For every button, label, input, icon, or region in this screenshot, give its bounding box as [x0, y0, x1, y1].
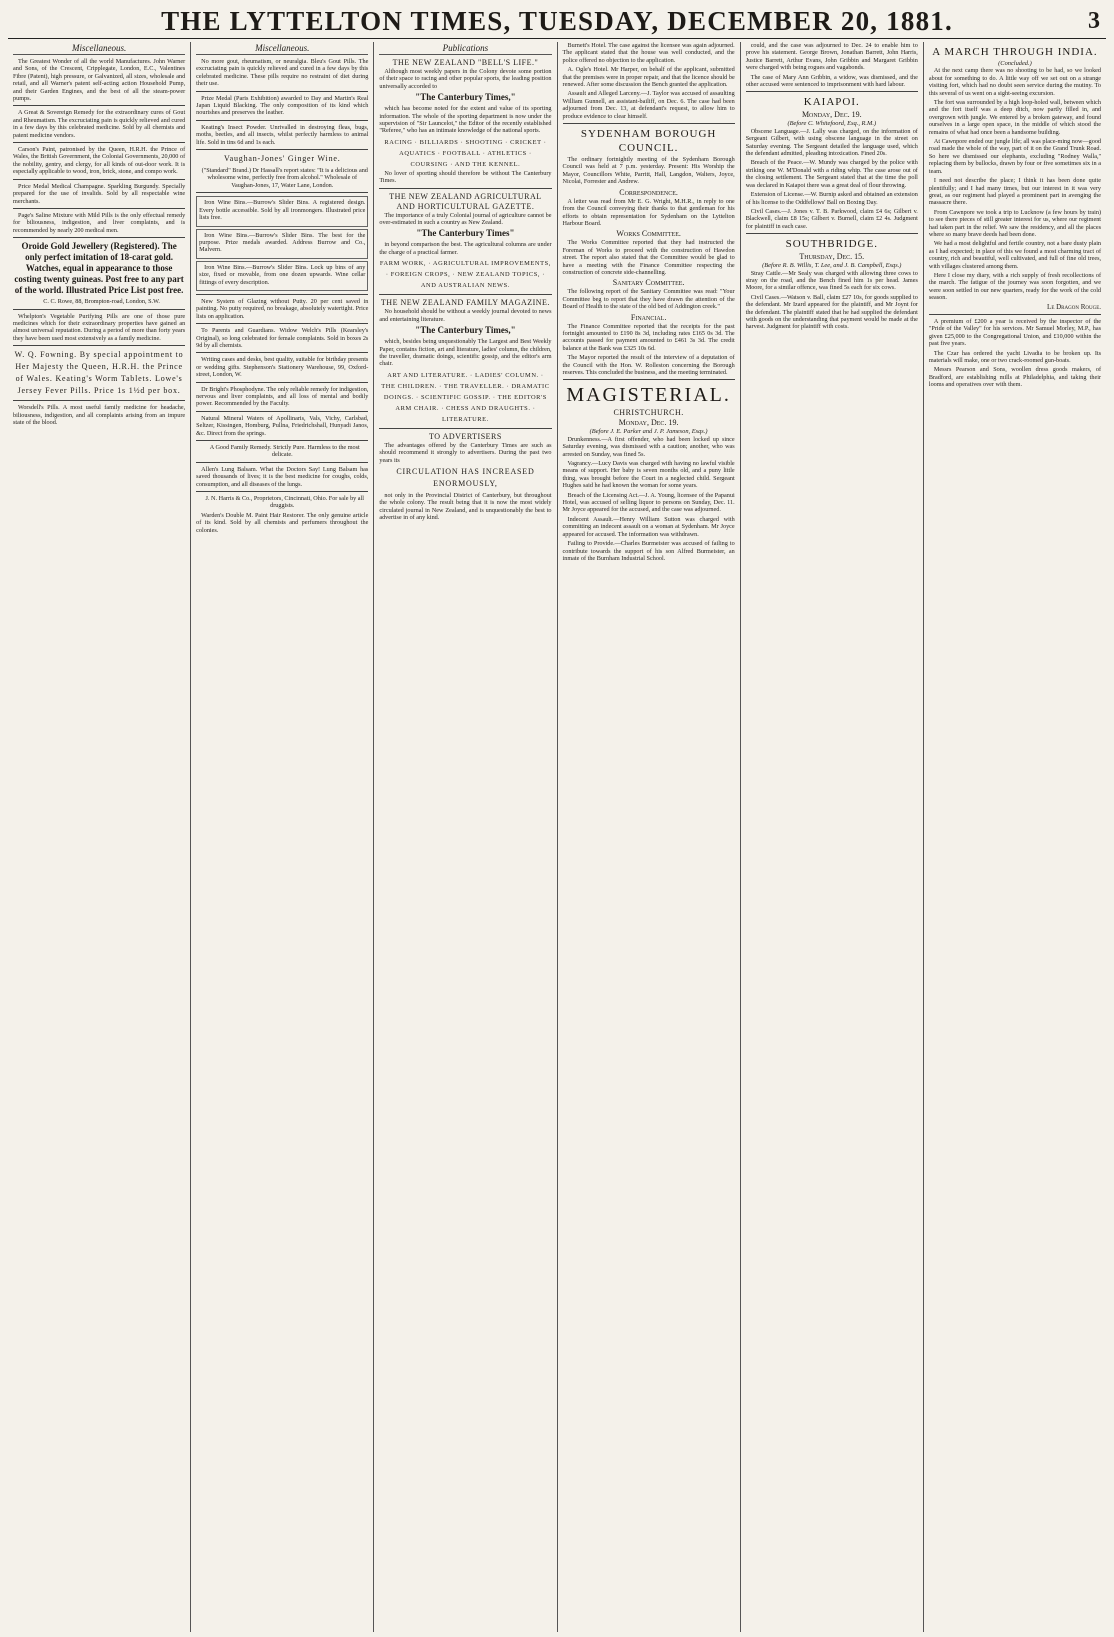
article-text: The following report of the Sanitary Committee was read: "Your Committee beg to report that they have drawn the attention of the Board of Health to the state of the old bed of Addington creek."	[562, 288, 735, 311]
bench-note: (Before R. B. Willis, T. Lee, and J. B. Campbell, Esqs.)	[762, 262, 902, 270]
article-text: At the next camp there was no shooting to be had, so we looked about for something to do. A little way off we set out on a strange visiting fort, which had no doubt seen service during the mutiny. To this several of us went on a sight-seeing excursion.	[928, 67, 1102, 97]
publication-text: which, besides being unquestionably The Largest and Best Weekly Paper, contains fiction, art and literature, ladies' column, the children, the traveller, dramatic doings, scientific gossip, and the editor's arm chair.	[379, 338, 552, 368]
article-text: Breach of the Licensing Act.—J. A. Young, licensee of the Papanui Hotel, was accused of selling liquor to persons on Sunday, Dec. 11. Mr Joyce appeared for the accused, and the case was adjourned.	[562, 491, 735, 514]
article-text: The ordinary fortnightly meeting of the Sydenham Borough Council was held at 7 p.m. yesterday. Present: His Worship the Mayor, Councillors White, Parritt, Hall, Langdon, Walters, Joyce, Nicolai, Forrester and Andrew.	[562, 156, 735, 186]
circulation-banner: CIRCULATION HAS INCREASED ENORMOUSLY,	[396, 466, 535, 488]
publication-text: Although most weekly papers in the Colony devote some portion of their space to racing and other popular sports, the leading position universally accorded to	[379, 68, 552, 90]
column-news-2	[741, 42, 924, 1632]
article-text: Breach of the Peace.—W. Mundy was charged by the police with striking one W. M'Donald with a riding whip. The case arose out of the closing settlement. The Sergeant stated that at the time the poll was declared in Kaiapoi there was a great deal of flour throwing.	[745, 159, 918, 189]
divider	[196, 91, 368, 92]
divider	[196, 149, 368, 150]
divider	[929, 314, 1101, 315]
publication-text: The importance of a truly Colonial journal of agriculture cannot be over-estimated in such a country as New Zealand.	[379, 211, 552, 227]
divider	[196, 192, 368, 193]
advertisement-box	[196, 196, 368, 226]
column-miscellaneous-2	[191, 42, 374, 1632]
column-publications	[374, 42, 557, 1632]
article-text: Failing to Provide.—Charles Burmeister was accused of failing to contribute towards the support of his son Alfred Burmeister, an inmate of the Burnham Industrial School.	[562, 540, 735, 562]
divider	[196, 462, 368, 463]
divider	[196, 323, 368, 324]
article-text: Obscene Language.—J. Lally was charged, on the information of Sergeant Gilbert, with using obscene language in the street on Saturday evening. The Sergeant detailed the language used, which the defendant admitted, pleading intoxication. Fined 20s.	[745, 127, 918, 158]
publication-text: No lover of sporting should therefore be without The Canterbury Times.	[379, 169, 552, 185]
article-text: The case of Mary Ann Gribbin, a widow, was dismissed, and the other accused were sentenced to imprisonment with hard labour.	[745, 73, 918, 89]
topics-list: ART AND LITERATURE. · LADIES' COLUMN. · THE CHILDREN. · THE TRAVELLER. · DRAMATIC DOINGS. · SCIENTIFIC GOSSIP. · THE EDITOR'S ARM CHAIR. · CHESS AND DRAUGHTS. · LITERATURE.	[381, 371, 550, 423]
advertisement-headline: W. Q. Fowning. By special appointment to Her Majesty the Queen, H.R.H. the Prince of Wales. Keating's Worm Tablets. Lowe's Jersey Fever Pills. Price 1s 1½d per box.	[14, 350, 184, 396]
article-text: Vagrancy.—Lucy Davis was charged with having no lawful visible means of support. Her baby is seven months old, and a puny little thing, was brought before the Court in a neglected child. Sergeant Hughes said he had known the woman for some years.	[562, 460, 735, 490]
advertisement-headline: Vaughan-Jones' Ginger Wine.	[223, 154, 341, 164]
advertisement-address: C. C. Rowe, 88, Brompton-road, London, S.W.	[43, 298, 160, 306]
advertisement: To Parents and Guardians. Widow Welch's Pills (Kearsley's Original), so long celebrated for female complaints. Sold in boxes 2s 9d by all chemists.	[196, 327, 369, 349]
section-heading: SOUTHBRIDGE.	[785, 238, 878, 251]
publication-text: No household should be without a weekly journal devoted to news and entertaining literature.	[379, 308, 552, 323]
article-text: A premium of £200 a year is received by the inspector of the "Pride of the Valley" for his services. Mr Samuel Morley, M.P., has given £25,000 to the Congregational Union, and £10,000 within the past five years.	[928, 318, 1102, 348]
publication-text: in beyond comparison the best. The agricultural columns are under the charge of a practical farmer.	[379, 241, 552, 256]
article-text: The Works Committee reported that they had instructed the Foreman of Works to proceed with the construction of Hawdon street. The report also stated that the Committee would be glad to have a meeting with the Finance Committee respecting the construction of concrete side-channelling.	[562, 239, 735, 276]
session-date: Monday, Dec. 19.	[801, 110, 862, 120]
article-text: Here I close my diary, with a rich supply of fresh recollections of the march. The fatigue of the journey was soon forgotten, and we were soon settled in our new quarters, ready for the work of the cold season.	[928, 271, 1102, 302]
divider	[196, 120, 368, 121]
subsection-heading: Correspondence.	[619, 187, 678, 197]
page-number: 3	[1088, 8, 1100, 34]
advertisement: Prize Medal (Paris Exhibition) awarded to Day and Martin's Real Japan Liquid Blacking. The only composition of its kind which nourishes and preserves the leather.	[196, 94, 369, 117]
divider	[13, 105, 185, 106]
bench-note: (Before J. E. Parker and J. P. Jameson, Esqs.)	[589, 428, 708, 436]
publication-text: The advantages offered by the Canterbury Times are such as should recommend it strongly to advertisers. During the past two years its	[379, 441, 552, 464]
advertisement: Writing cases and desks, best quality, suitable for birthday presents or wedding gifts. Stephenson's Stationery Warehouse, 99, Oxford-street, London, W.	[196, 356, 369, 379]
divider	[379, 428, 551, 429]
advertisement: Worsdell's Pills. A most useful family medicine for headache, biliousness, indigestion, and all complaints arising from an impure state of the blood.	[13, 404, 186, 426]
article-text: Burnett's Hotel. The case against the licensee was again adjourned. The applicant stated that the house was well conducted, and the police offered no objection to the application.	[562, 42, 735, 64]
advertisement-box	[196, 229, 368, 259]
column-miscellaneous-1	[8, 42, 191, 1632]
article-text: At Cawnpore ended our jungle life; all was place-ming now—good road made the whole of the way, part of it on the Grand Trunk Road. So here we dismissed our elephants, excluding "Rodney Walla," replacing them by bullocks, drawn by four or five sometimes six in a team.	[928, 138, 1102, 175]
divider	[379, 188, 551, 189]
subsection-heading: Works Committee.	[616, 229, 681, 239]
column-heading: Publications	[379, 42, 551, 55]
sports-list: RACING · BILLIARDS · SHOOTING · CRICKET · AQUATICS · FOOTBALL · ATHLETICS · COURSING · AND THE KENNEL.	[384, 138, 547, 168]
advertisement: Natural Mineral Waters of Apollinaris, Vals, Vichy, Carlsbad, Seltzer, Kissingen, Homburg, Pullna, Friedrichshall, Hunyadi Janos, &c. Direct from the springs.	[196, 414, 369, 437]
divider	[196, 382, 368, 383]
bench-note: (Before C. Whitefoord, Esq., R.M.)	[787, 120, 877, 128]
column-container	[8, 42, 1106, 1632]
article-text: Messrs Pearson and Sons, woollen dress goods makers, of Bradford, are establishing mills at Philadelphia, and taking their looms and operatives over with them.	[928, 366, 1102, 389]
advertisement: Iron Wine Bins.—Burrow's Slider Bins. The best for the purpose. Prize medals awarded. Address Burrow and Co., Malvern.	[199, 231, 366, 254]
subsection-heading: Financial.	[630, 312, 667, 322]
advertisement: Dr Bright's Phosphodyne. The only reliable remedy for indigestion, nervous and liver complaints, and all loss of mental and bodily power. Recommended by the Faculty.	[196, 385, 369, 408]
subsection-heading: CHRISTCHURCH.	[613, 408, 684, 418]
section-heading: KAIAPOI.	[803, 96, 860, 109]
publication-title: TO ADVERTISERS	[429, 431, 502, 441]
divider	[196, 352, 368, 353]
article-text: We had a most delightful and fertile country, not a bare dusty plain as I had expected; in place of this we found a most charming tract of country, rich and beautiful, well cultivated, and full of fine old trees, with villages clustered among them.	[928, 240, 1102, 270]
column-heading: Miscellaneous.	[196, 42, 368, 55]
advertisement: Warden's Double M. Paint Hair Restorer. The only genuine article of its kind. Sold by all chemists and perfumers throughout the colonies.	[196, 511, 369, 534]
publication-title: THE NEW ZEALAND FAMILY MAGAZINE.	[380, 298, 550, 308]
column-heading: Miscellaneous.	[13, 42, 185, 55]
divider	[379, 294, 551, 295]
advertisement: New System of Glazing without Putty. 20 per cent saved in painting. No putty required, no breakage, absolutely watertight. Price lists on application.	[196, 297, 369, 320]
article-text: Civil Cases.—Watson v. Ball, claim £27 10s, for goods supplied to the defendant. Mr Izard appeared for the plaintiff, and Mr Joynt for the defendant. The plaintiff stated that he had supplied the defendant with goods on the understanding that payment would be made at the harvest. Judgment for plaintiff with costs.	[745, 293, 918, 331]
advertisement-address: J. N. Harris & Co., Proprietors, Cincinnati, Ohio. For sale by all druggists.	[205, 495, 364, 510]
article-text: The fort was surrounded by a high loop-holed wall, between which and the fort itself was a deep ditch, now partly filled in, and overgrown with jungle. We entered by a broken gateway, and found ourselves in a large open space, in the middle of which stood the remains of what had once been a handsome building.	[928, 99, 1102, 136]
publication-name: "The Canterbury Times,"	[415, 92, 516, 103]
divider	[13, 345, 185, 346]
column-news-1	[558, 42, 741, 1632]
session-date: Monday, Dec. 19.	[618, 418, 679, 428]
publication-text: not only in the Provincial District of Canterbury, but throughout the whole colony. The result being that it is now the most widely circulated journal in New Zealand, and is unquestionably the best to advertise in of any kind.	[379, 491, 552, 522]
advertisement: No more gout, rheumatism, or neuralgia. Bleu's Gout Pills. The excruciating pain is quickly relieved and cured in a few days by this celebrated medicine. These pills require no restraint of diet during their use.	[196, 58, 369, 88]
publication-text: which has become noted for the extent and value of its sporting information. The whole of the sporting department is now under the supervision of "Sir Launcelot," the Editor of the recently established "Referee," who has an intimate knowledge of the national sports.	[379, 105, 552, 135]
publication-name: "The Canterbury Times,"	[415, 325, 516, 336]
article-text: Stray Cattle.—Mr Sealy was charged with allowing three cows to stray on the road, and the Bench fined him 1s per head. James Moore, for a similar offence, was fined 5s each for six cows.	[745, 269, 918, 292]
divider	[13, 208, 185, 209]
article-text: From Cawnpore we took a trip to Lucknow (a few hours by train) to see there pieces of still greater interest for us, where our regiment had taken part in the relief. We saw the residency, and all the places where so many brave deeds had been done.	[928, 208, 1102, 238]
advertisement-box	[196, 261, 368, 291]
article-text: A. Ogle's Hotel. Mr Harper, on behalf of the applicant, submitted that the premises were in proper repair, and that the licence should be renewed. After some discussion the Bench granted the application.	[562, 66, 735, 89]
newspaper-title: THE LYTTELTON TIMES, TUESDAY, DECEMBER 20, 1881.	[161, 5, 953, 36]
divider	[196, 294, 368, 295]
article-text: Indecent Assault.—Henry William Sutton was charged with committing an indecent assault on a woman at Sydenham. Mr Joyce appeared for accused. The information was withdrawn.	[562, 515, 735, 538]
column-news-3	[924, 42, 1106, 1632]
session-date: Thursday, Dec. 15.	[799, 252, 865, 262]
divider	[13, 142, 185, 143]
advertisement: Iron Wine Bins.—Burrow's Slider Bins. A registered design. Every bottle accessible. Sold by all ironmongers. Illustrated price lists free.	[199, 199, 366, 222]
article-text: I need not describe the place; I think it has been done quite plentifully; and I had many times, but our interest in it was very great, as our regiment had played a prominent part in avenging the massacre there.	[928, 177, 1102, 207]
article-heading: A MARCH THROUGH INDIA.	[932, 46, 1098, 58]
subsection-heading: Sanitary Committee.	[612, 278, 685, 288]
section-heading: SYDENHAM BOROUGH COUNCIL.	[580, 128, 717, 155]
article-text: The Mayor reported the result of the interview of a deputation of the Council with the Hon. W. Rolleston concerning the Borough reserves. This concluded the business, and the meeting terminated.	[562, 354, 735, 376]
advertisement: A Great & Sovereign Remedy for the extraordinary cures of Gout and Rheumatism. The excruciating pain is quickly relieved and cured in a few days by this celebrated medicine. Sold by all chemists and patent medicine vendors.	[13, 109, 186, 139]
advertisement: Keating's Insect Powder. Unrivalled in destroying fleas, bugs, moths, beetles, and all insects, whilst perfectly harmless to animal life. Sold in tins 6d and 1s each.	[196, 123, 369, 146]
advertisement: Price Medal Medical Champagne. Sparkling Burgundy. Specially prepared for the use of invalids. Sold by all respectable wine merchants.	[13, 182, 186, 205]
topics-list: FARM WORK, · AGRICULTURAL IMPROVEMENTS, · FOREIGN CROPS, · NEW ZEALAND TOPICS, · AND AUSTRALIAN NEWS.	[379, 260, 551, 290]
masthead	[8, 4, 1106, 39]
article-text: A letter was read from Mr E. G. Wright, M.H.R., in reply to one from the Council conveying their thanks to that gentleman for his efforts to obtain representation for Sydenham on the Lyttelton Harbour Board.	[562, 197, 735, 227]
divider	[13, 237, 185, 238]
publication-title: THE NEW ZEALAND "BELL'S LIFE."	[392, 58, 539, 67]
advertisement: Carson's Paint, patronised by the Queen, H.R.H. the Prince of Wales, the British Government, the Colonial Governments, 20,000 of the nobility, gentry, and clergy, for all kinds of out-door work. It is especially applicable to wood, iron, brick, stone, and compo work.	[13, 146, 186, 176]
article-signature: Le Dragon Rouge.	[1047, 302, 1102, 311]
publication-title: THE NEW ZEALAND AGRICULTURAL AND HORTICULTURAL GAZETTE.	[389, 191, 542, 211]
divider	[563, 123, 735, 124]
divider	[13, 400, 185, 401]
advertisement: ("Standard" Brand.) Dr Hassall's report states: "It is a delicious and wholesome wine, perfectly free from alcohol." Wholesale of Vaughan-Jones, 17, Water Lane, London.	[201, 167, 368, 189]
publication-name: "The Canterbury Times"	[416, 228, 515, 239]
article-text: Assault and Alleged Larceny.—J. Taylor was accused of assaulting William Gunnell, an assistant-bailiff, on Dec. 6. The case had been adjourned from Dec. 13, at defendant's request, to allow him to produce evidence to clear himself.	[562, 90, 735, 120]
divider	[746, 91, 918, 92]
divider	[196, 491, 368, 492]
advertisement: A Good Family Remedy. Strictly Pure. Harmless to the most delicate.	[209, 444, 360, 459]
article-text: Drunkenness.—A first offender, who had been locked up since Saturday evening, was dismissed with a caution; another, who was arrested on Sunday, was fined 5s.	[562, 435, 735, 458]
article-subheading: (Concluded.)	[998, 60, 1032, 67]
advertisement: Whelpton's Vegetable Purifying Pills are one of those pure medicines which for their extraordinary properties have gained an almost universal reputation. During a period of more than forty years they have been used most extensively as a family medicine.	[13, 312, 186, 342]
divider	[13, 179, 185, 180]
advertisement: Allen's Lung Balsam. What the Doctors Say! Lung Balsam has saved thousands of lives; it is the best medicine for coughs, colds, consumption, and all diseases of the lungs.	[196, 465, 369, 488]
advertisement: The Greatest Wonder of all the world Manufactures. John Warner and Sons, of the Crescent, Cripplegate, London, E.C., Valentines Fibre (Patent), high pressure, or Galvanized, all sizes, wholesale and retail, and all Warner's patent self-acting action Household Pump, and their Garden Engines, and the best of all the steam-power pumps.	[13, 58, 186, 103]
article-text: The Finance Committee reported that the receipts for the past fortnight amounted to £190 8s 3d, including rates £165 0s 3d. The accounts passed for payment amounted to £461 3s 3d. The credit balance at the Bank was £325 10s 6d.	[562, 322, 735, 352]
article-text: Civil Cases.—J. Jones v. T. B. Parkwood, claim £4 6s; Gilbert v. Blackwell, claim £8 15s; Gilbert v. Burnell, claim £2 4s. Judgment for plaintiff in each case.	[745, 207, 918, 230]
divider	[563, 379, 735, 380]
divider	[13, 309, 185, 310]
article-text: Extension of License.—W. Burnip asked and obtained an extension of his license to the Oddfellows' Ball on Boxing Day.	[745, 191, 918, 206]
divider	[196, 411, 368, 412]
divider	[746, 233, 918, 234]
advertisement: Iron Wine Bins.—Burrow's Slider Bins. Lock up bins of any size, fixed or movable, from one dozen upwards. Wine cellar fittings of every description.	[199, 263, 366, 286]
article-text: could, and the case was adjourned to Dec. 24 to enable him to prove his statement. George Brown, Jonathan Barrett, John Harris, Justice Barrett, Arthur Evans, John Gribbin and Margaret Gribbin were charged with being rogues and vagabonds.	[745, 42, 918, 72]
advertisement-headline: Oroide Gold Jewellery (Registered). The only perfect imitation of 18-carat gold. Watches, equal in appearance to those costing twenty guineas. Post free to any part of the world. Illustrated Price List post free.	[14, 241, 184, 296]
divider	[196, 440, 368, 441]
advertisement: Page's Saline Mixture with Mild Pills is the only effectual remedy for biliousness, indigestion, and liver complaints, and is recommended by nearly 200 medical men.	[13, 211, 186, 234]
section-heading: MAGISTERIAL.	[566, 384, 731, 407]
article-text: The Czar has ordered the yacht Livadia to be broken up. Its materials will make, one or two crack-roomed gun-boats.	[928, 349, 1102, 365]
